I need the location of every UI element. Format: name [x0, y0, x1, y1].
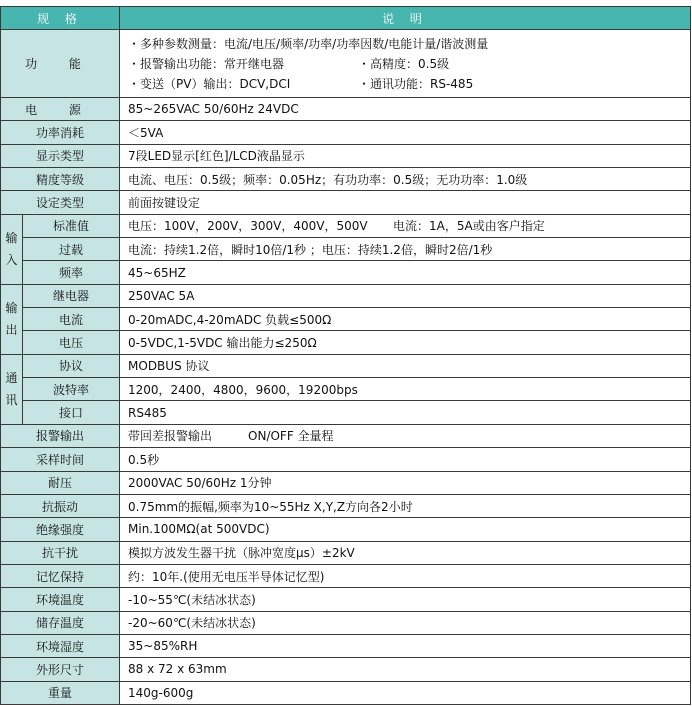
withstand-label: 耐压: [1, 471, 120, 494]
row-comm-protocol: [1, 354, 691, 377]
dimensions-label: 外形尺寸: [1, 658, 120, 681]
row-input-overload: [1, 238, 691, 261]
row-insulation: [1, 518, 691, 541]
row-input-frequency: [1, 261, 691, 284]
row-output-current: [1, 308, 691, 331]
setting-value: 前面按键设定: [120, 191, 691, 214]
row-ambient-temp: [1, 588, 691, 611]
dimensions-value: 88 x 72 x 63mm: [120, 658, 691, 681]
weight-value: 140g-600g: [120, 681, 691, 704]
function-line-1: ・多种参数测量：电流/电压/频率/功率/功率因数/电能计量/谐波测量: [128, 36, 489, 51]
row-power: [1, 98, 691, 121]
row-interference: [1, 541, 691, 564]
output-current-value: 0-20mADC,4-20mADC 负载≤500Ω: [120, 308, 691, 331]
sampling-value: 0.5秒: [120, 448, 691, 471]
display-label: 显示类型: [1, 144, 120, 167]
withstand-value: 2000VAC 50/60Hz 1分钟: [120, 471, 691, 494]
alarm-value: [120, 424, 691, 447]
interface-label: 接口: [23, 401, 120, 424]
precision-feature: ・高精度：0.5级: [358, 56, 450, 71]
baud-label: 波特率: [23, 378, 120, 401]
row-comm-interface: [1, 401, 691, 424]
relay-value: 250VAC 5A: [120, 284, 691, 307]
insulation-label: 绝缘强度: [1, 518, 120, 541]
frequency-value: 45~65HZ: [120, 261, 691, 284]
rated-label: 标准值: [23, 214, 120, 237]
row-dimensions: [1, 658, 691, 681]
setting-label: 设定类型: [1, 191, 120, 214]
alarm-mode: 带回差报警输出: [128, 429, 213, 444]
overload-value: 电流：持续1.2倍，瞬时10倍/1秒 ；电压：持续1.2倍，瞬时2倍/1秒: [120, 238, 691, 261]
overload-label: 过载: [23, 238, 120, 261]
relay-label: 继电器: [23, 284, 120, 307]
header-spec: 规 格: [1, 7, 120, 30]
humidity-label: 环境湿度: [1, 634, 120, 657]
humidity-value: 35~85%RH: [120, 634, 691, 657]
row-display: [1, 144, 691, 167]
memory-value: 约：10年.(使用无电压半导体记忆型): [120, 564, 691, 587]
rated-current: 电流：1A，5A或由客户指定: [393, 219, 545, 234]
row-consumption: [1, 121, 691, 144]
consumption-value: ＜5VA: [120, 121, 691, 144]
header-row: [1, 7, 691, 30]
alarm-feature: ・报警输出功能：常开继电器: [128, 56, 285, 71]
row-function: [1, 30, 691, 98]
interference-value: 模拟方波发生器干扰（脉冲宽度μs）±2kV: [120, 541, 691, 564]
power-label: 电 源: [1, 98, 120, 121]
rated-voltage: 电压：100V，200V，300V，400V，500V: [128, 219, 368, 234]
baud-value: 1200，2400，4800，9600，19200bps: [120, 378, 691, 401]
spec-table: [0, 6, 691, 705]
alarm-range: ON/OFF 全量程: [248, 429, 334, 444]
row-output-voltage: [1, 331, 691, 354]
vibration-label: 抗振动: [1, 494, 120, 517]
accuracy-label: 精度等级: [1, 168, 120, 191]
comm-group-label: 通讯: [1, 354, 23, 424]
row-setting: [1, 191, 691, 214]
consumption-label: 功率消耗: [1, 121, 120, 144]
insulation-value: Min.100MΩ(at 500VDC): [120, 518, 691, 541]
ambient-temp-value: -10~55℃(未结冰状态): [120, 588, 691, 611]
row-output-relay: [1, 284, 691, 307]
alarm-label: 报警输出: [1, 424, 120, 447]
interface-value: RS485: [120, 401, 691, 424]
memory-label: 记忆保持: [1, 564, 120, 587]
function-line-2: [128, 54, 686, 74]
frequency-label: 频率: [23, 261, 120, 284]
transmit-feature: ・变送（PV）输出：DCV,DCI: [128, 76, 291, 91]
row-sampling: [1, 448, 691, 471]
weight-label: 重量: [1, 681, 120, 704]
header-description: 说 明: [120, 7, 691, 30]
row-comm-baud: [1, 378, 691, 401]
output-current-label: 电流: [23, 308, 120, 331]
interference-label: 抗干扰: [1, 541, 120, 564]
output-voltage-label: 电压: [23, 331, 120, 354]
storage-temp-label: 储存温度: [1, 611, 120, 634]
protocol-label: 协议: [23, 354, 120, 377]
row-humidity: [1, 634, 691, 657]
protocol-value: MODBUS 协议: [120, 354, 691, 377]
function-line-3: [128, 74, 686, 94]
row-alarm: [1, 424, 691, 447]
storage-temp-value: -20~60℃(未结冰状态): [120, 611, 691, 634]
rated-value: [120, 214, 691, 237]
row-accuracy: [1, 168, 691, 191]
row-input-rated: [1, 214, 691, 237]
function-value: [120, 30, 691, 98]
ambient-temp-label: 环境温度: [1, 588, 120, 611]
row-withstand: [1, 471, 691, 494]
output-group-label: 输出: [1, 284, 23, 354]
sampling-label: 采样时间: [1, 448, 120, 471]
power-value: 85~265VAC 50/60Hz 24VDC: [120, 98, 691, 121]
row-vibration: [1, 494, 691, 517]
vibration-value: 0.75mm的振幅,频率为10~55Hz X,Y,Z方向各2小时: [120, 494, 691, 517]
row-memory: [1, 564, 691, 587]
input-group-label: 输入: [1, 214, 23, 284]
row-weight: [1, 681, 691, 704]
accuracy-value: 电流、电压：0.5级；频率：0.05Hz；有功功率：0.5级；无功功率：1.0级: [120, 168, 691, 191]
comm-feature: ・通讯功能：RS-485: [358, 76, 474, 91]
output-voltage-value: 0-5VDC,1-5VDC 输出能力≤250Ω: [120, 331, 691, 354]
function-label: 功 能: [1, 30, 120, 98]
display-value: 7段LED显示[红色]/LCD液晶显示: [120, 144, 691, 167]
row-storage-temp: [1, 611, 691, 634]
